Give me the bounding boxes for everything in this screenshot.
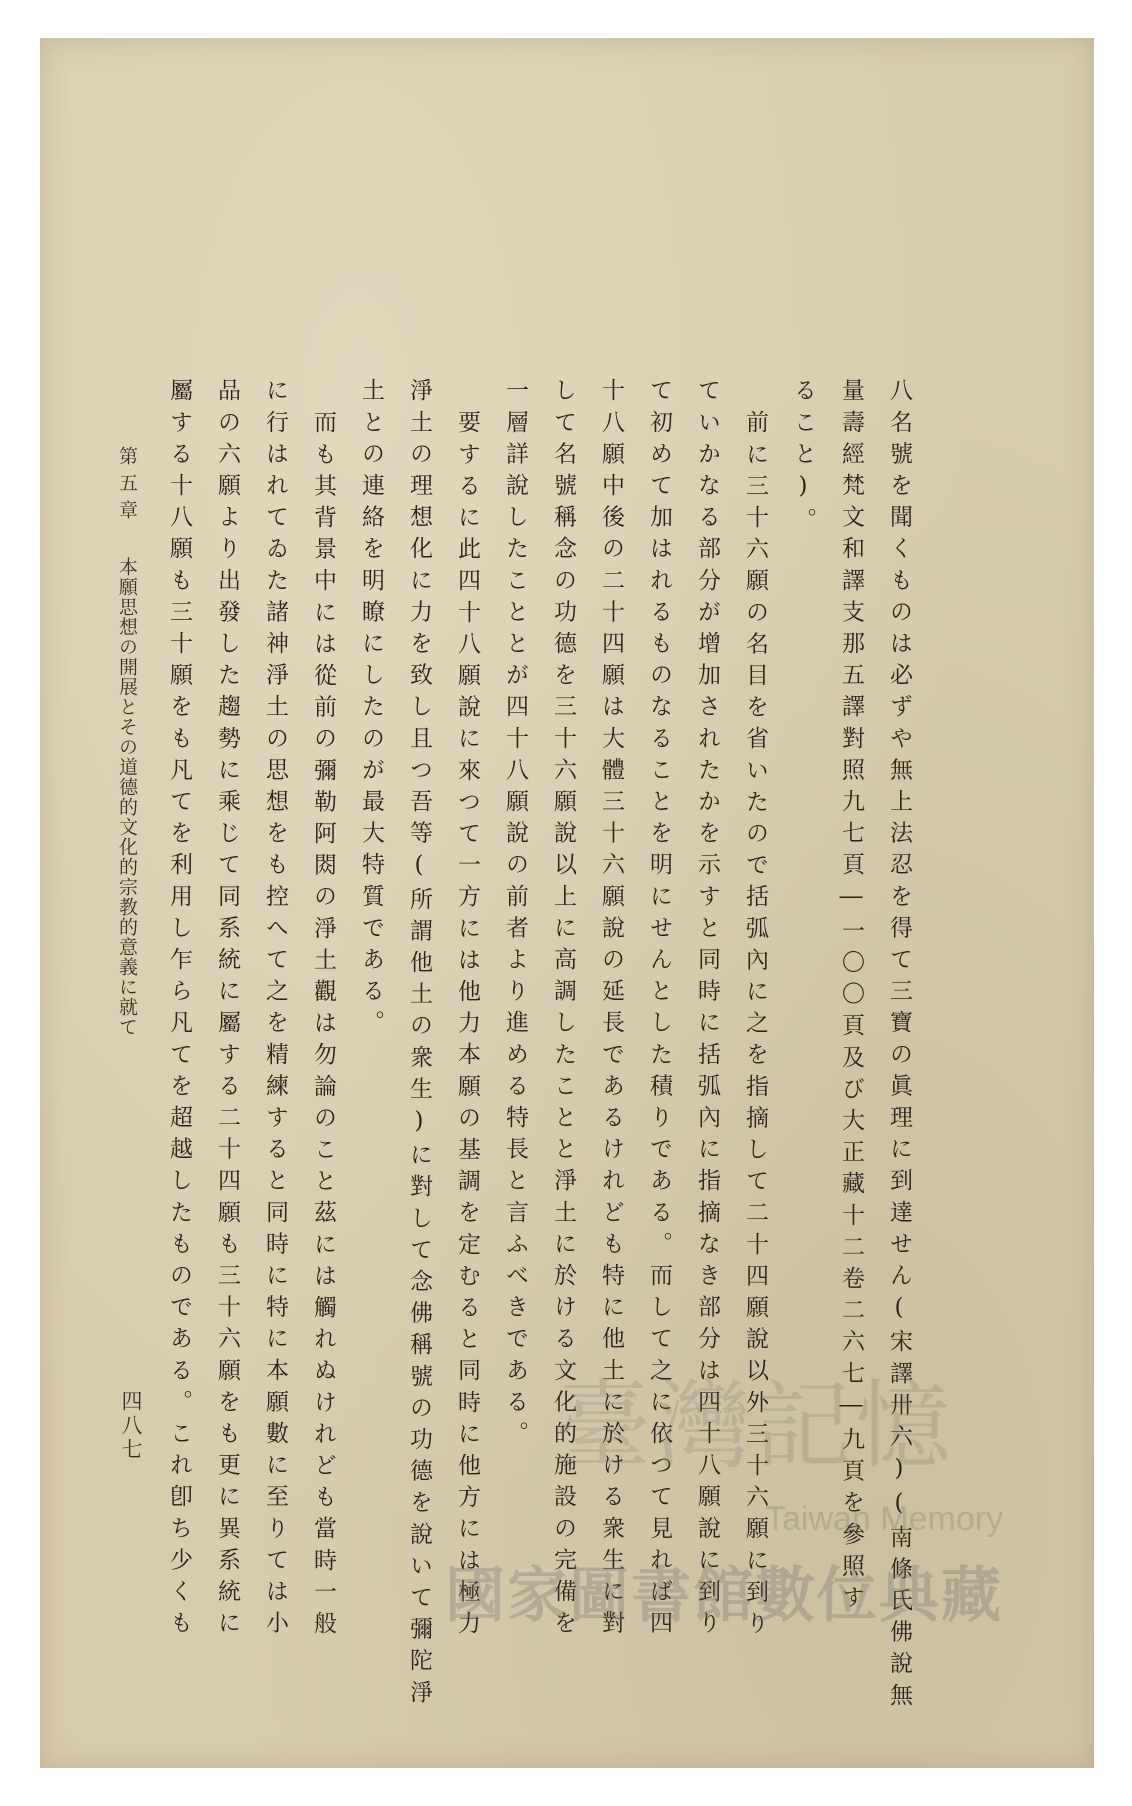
- text-column-10: 要するに此四十八願說に來つて一方には他力本願の基調を定むると同時に他方には極力: [454, 410, 480, 1643]
- text-column-14: に行はれてゐた諸神淨土の思想をも控へて之を精練すると同時に特に本願數に至りては小: [262, 378, 288, 1642]
- text-column-7: 十八願中後の二十四願は大體三十六願說の延長であるけれども特に他土に於ける衆生に對: [598, 378, 624, 1642]
- text-column-1: 八名號を聞くものは必ずや無上法忍を得て三寶の眞理に到達せん(宋譯卅六)(南條氏佛說無: [886, 378, 912, 1715]
- text-column-8: して名號稱念の功德を三十六願說以上に高調したことと淨土に於ける文化的施設の完備を: [550, 378, 576, 1642]
- text-column-11: 淨土の理想化に力を致し且つ吾等(所謂他土の衆生)に對して念佛稱號の功德を說いて彌陀淨: [406, 378, 432, 1712]
- chapter-number: 第五章: [116, 446, 138, 527]
- watermark-institution: 國家圖書館數位典藏: [445, 1561, 1003, 1631]
- text-column-9: 一層詳說したこととが四十八願說の前者より進める特長と言ふべきである。: [502, 378, 528, 1453]
- running-footer: [114, 446, 140, 1037]
- text-column-4: 前に三十六願の名目を省いたので括弧內に之を指摘して二十四願說以外三十六願に到り: [742, 410, 768, 1643]
- watermark-english: Taiwan Memory: [765, 1500, 1004, 1538]
- watermark-logo: 臺灣記憶: [555, 1370, 955, 1482]
- text-column-5: ていかなる部分が增加されたかを示すと同時に括弧內に指摘なき部分は四十八願說に到り: [694, 378, 720, 1642]
- text-column-3: ること)。: [790, 378, 816, 539]
- text-column-15: 品の六願より出發した趨勢に乘じて同系統に屬する二十四願も三十六願をも更に異系統に: [214, 378, 240, 1642]
- text-column-6: て初めて加はれるものなることを明にせんとした積りである。而して之に依つて見れば四: [646, 378, 672, 1642]
- page-number: 四八七: [119, 1390, 143, 1462]
- text-column-16: 屬する十八願も三十願をも凡てを利用し乍ら凡てを超越したものである。これ卽ち少くも: [166, 378, 192, 1642]
- chapter-title: 本願思想の開展とその道德的文化的宗教的意義に就て: [116, 557, 138, 1037]
- text-column-13: 而も其背景中には從前の彌勒阿閦の淨土觀は勿論のこと茲には觸れぬけれども當時一般: [310, 410, 336, 1643]
- text-column-12: 土との連絡を明瞭にしたのが最大特質である。: [358, 378, 384, 1042]
- text-column-2: 量壽經梵文和譯支那五譯對照九七頁―一〇〇頁及び大正藏十二卷二六七―九頁を參照す: [838, 378, 864, 1617]
- book-page: [40, 38, 1094, 1768]
